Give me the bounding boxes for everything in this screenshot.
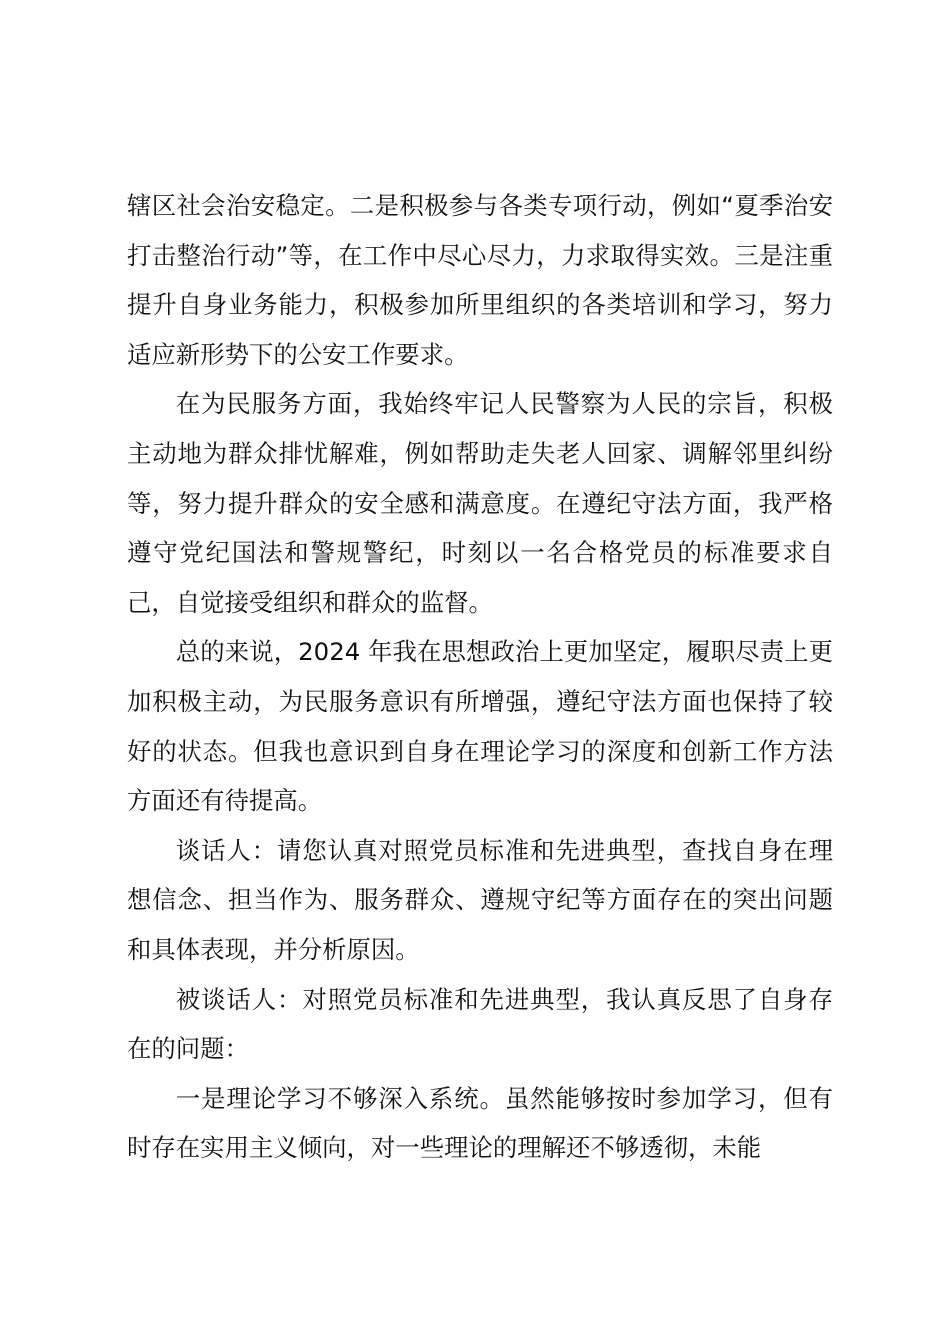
paragraph-problem-one: 一是理论学习不够深入系统。虽然能够按时参加学习，但有时存在实用主义倾向，对一些理论的理解还不够透彻，未能	[127, 1083, 833, 1163]
paragraph-service: 在为民服务方面，我始终牢记人民警察为人民的宗旨，积极主动地为群众排忧解难，例如帮助走失老人回家、调解邻里纠纷等，努力提升群众的安全感和满意度。在遵纪守法方面，我严格遵守党纪国法和警规警纪，时刻以一名合格党员的标准要求自己，自觉接受组织和群众的监督。	[127, 389, 833, 617]
paragraph-interviewer-question: 谈话人：请您认真对照党员标准和先进典型，查找自身在理想信念、担当作为、服务群众、遵规守纪等方面存在的突出问题和具体表现，并分析原因。	[127, 835, 833, 964]
paragraph-summary: 总的来说，2024 年我在思想政治上更加坚定，履职尽责上更加积极主动，为民服务意识有所增强，遵纪守法方面也保持了较好的状态。但我也意识到自身在理论学习的深度和创新工作方法方面还有待提高。	[127, 637, 833, 816]
document-body	[127, 181, 833, 1173]
paragraph-continued: 辖区社会治安稳定。二是积极参与各类专项行动，例如“夏季治安打击整治行动”等，在工作中尽心尽力，力求取得实效。三是注重提升自身业务能力，积极参加所里组织的各类培训和学习，努力适应新形势下的公安工作要求。	[127, 191, 833, 369]
paragraph-interviewee-answer: 被谈话人：对照党员标准和先进典型，我认真反思了自身存在的问题：	[127, 984, 833, 1064]
